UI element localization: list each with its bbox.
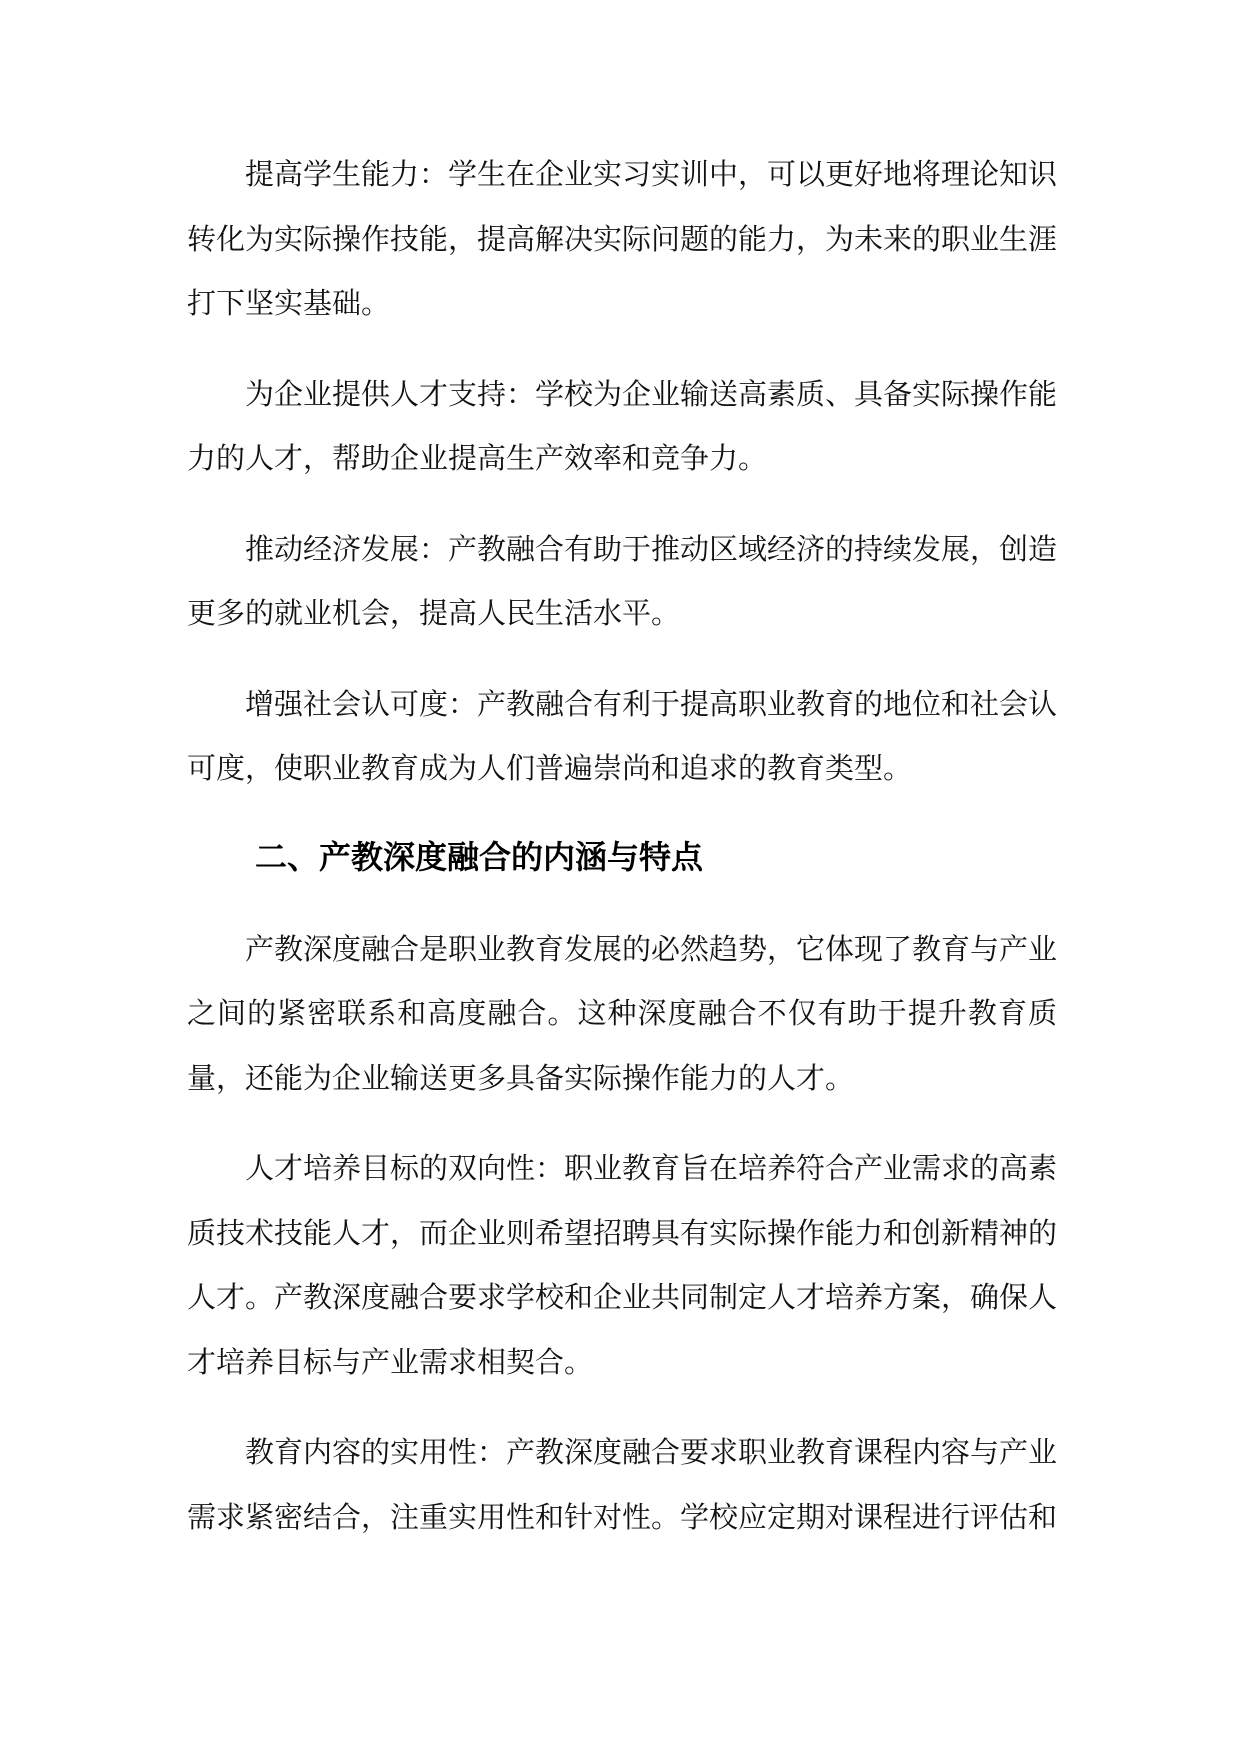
paragraph-bidirectional-goals: 人才培养目标的双向性：职业教育旨在培养符合产业需求的高素质技术技能人才，而企业则希望招聘具有实际操作能力和创新精神的人才。产教深度融合要求学校和企业共同制定人才培养方案，确保人才培养目标与产业需求相契合。 bbox=[187, 1151, 1058, 1379]
paragraph-talent-support: 为企业提供人才支持：学校为企业输送高素质、具备实际操作能力的人才，帮助企业提高生产效率和竞争力。 bbox=[187, 376, 1058, 475]
section-heading: 二、产教深度融合的内涵与特点 bbox=[255, 837, 704, 876]
paragraph-economic-development: 推动经济发展：产教融合有助于推动区域经济的持续发展，创造更多的就业机会，提高人民生活水平。 bbox=[187, 531, 1058, 630]
paragraph-improve-student-ability: 提高学生能力：学生在企业实习实训中，可以更好地将理论知识转化为实际操作技能，提高解决实际问题的能力，为未来的职业生涯打下坚实基础。 bbox=[187, 157, 1058, 320]
document-body bbox=[187, 142, 1057, 1575]
paragraph-social-recognition: 增强社会认可度：产教融合有利于提高职业教育的地位和社会认可度，使职业教育成为人们普遍崇尚和追求的教育类型。 bbox=[187, 686, 1058, 785]
paragraph-practical-content: 教育内容的实用性：产教深度融合要求职业教育课程内容与产业需求紧密结合，注重实用性和针对性。学校应定期对课程进行评估和 bbox=[187, 1435, 1058, 1534]
paragraph-integration-trend: 产教深度融合是职业教育发展的必然趋势，它体现了教育与产业之间的紧密联系和高度融合。这种深度融合不仅有助于提升教育质量，还能为企业输送更多具备实际操作能力的人才。 bbox=[187, 931, 1058, 1095]
